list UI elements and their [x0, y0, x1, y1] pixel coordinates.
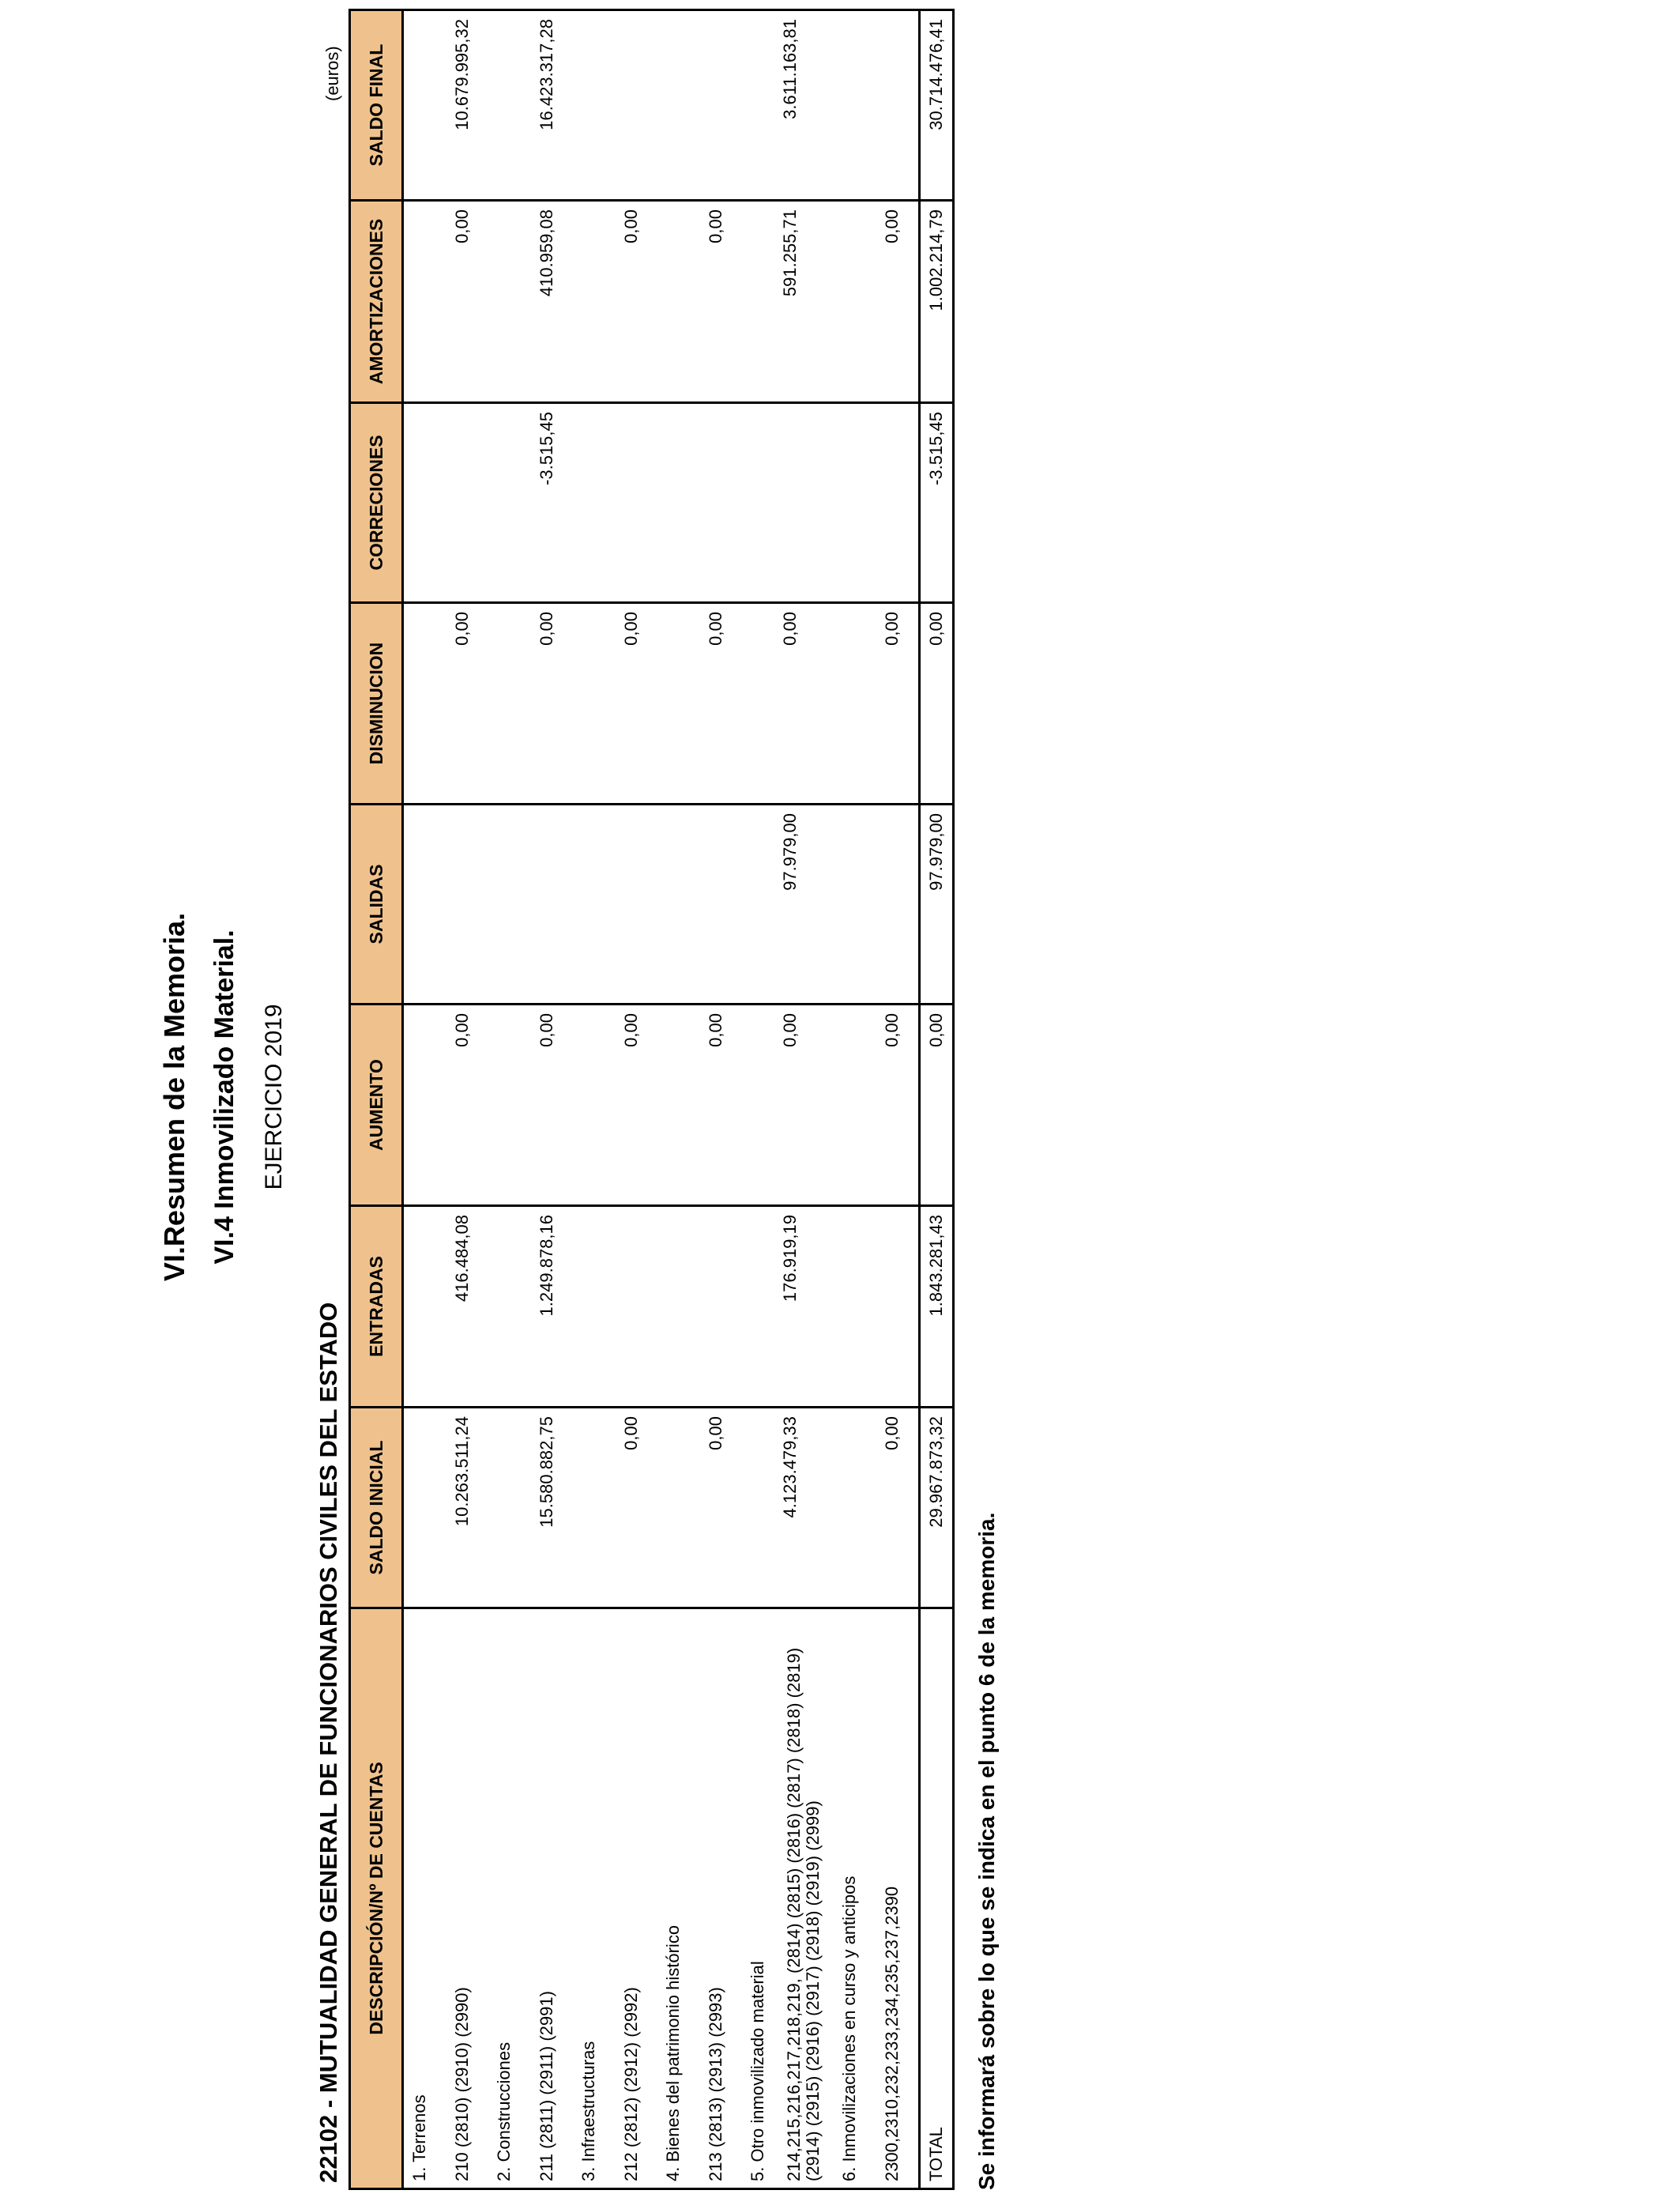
empty-cell [742, 1206, 774, 1408]
row-description: 212 (2812) (2912) (2992) [605, 1608, 657, 2189]
empty-cell [657, 1206, 689, 1408]
empty-cell [834, 403, 865, 603]
entity-name: 22102 - MUTUALIDAD GENERAL DE FUNCIONARIOS CIVILES DEL ESTADO [315, 1302, 342, 2183]
disminucion-cell: 0,00 [689, 603, 742, 805]
header-cell: AMORTIZACIONES [350, 201, 403, 403]
row-description: 2300,2310,232,233,234,235,237,2390 [865, 1608, 920, 2189]
empty-cell [488, 805, 520, 1005]
correciones-cell: -3.515,45 [920, 403, 954, 603]
aumento-cell: 0,00 [865, 1005, 920, 1206]
amortizaciones-cell: 0,00 [605, 201, 657, 403]
saldo-inicial-cell: 29.967.873,32 [920, 1408, 954, 1608]
table-row [742, 10, 774, 2189]
empty-cell [403, 1206, 436, 1408]
disminucion-cell: 0,00 [920, 603, 954, 805]
salidas-cell: 97.979,00 [920, 805, 954, 1005]
header-cell: SALDO FINAL [350, 10, 403, 201]
table-row [774, 10, 834, 2189]
saldo-inicial-cell: 4.123.479,33 [774, 1408, 834, 1608]
entradas-cell: 1.249.878,16 [520, 1206, 573, 1408]
table-row [657, 10, 689, 2189]
salidas-cell [605, 805, 657, 1005]
row-description: 1. Terrenos [403, 1608, 436, 2189]
empty-cell [834, 1408, 865, 1608]
empty-cell [742, 805, 774, 1005]
saldo-inicial-cell: 10.263.511,24 [435, 1408, 488, 1608]
row-description: TOTAL [920, 1608, 954, 2189]
empty-cell [488, 603, 520, 805]
row-description: 214,215,216,217,218,219, (2814) (2815) (2816) (2817) (2818) (2819) (2914) (2915) (2916) (2917) (2918) (2919) (2999) [774, 1608, 834, 2189]
saldo-final-cell [605, 10, 657, 201]
aumento-cell: 0,00 [520, 1005, 573, 1206]
disminucion-cell: 0,00 [865, 603, 920, 805]
entradas-cell [865, 1206, 920, 1408]
empty-cell [403, 805, 436, 1005]
empty-cell [657, 403, 689, 603]
empty-cell [834, 1005, 865, 1206]
saldo-final-cell: 10.679.995,32 [435, 10, 488, 201]
row-description: 210 (2810) (2910) (2990) [435, 1608, 488, 2189]
empty-cell [488, 1005, 520, 1206]
currency-unit: (euros) [322, 46, 342, 101]
correciones-cell [605, 403, 657, 603]
empty-cell [488, 403, 520, 603]
empty-cell [657, 805, 689, 1005]
saldo-final-cell [865, 10, 920, 201]
salidas-cell [689, 805, 742, 1005]
header-cell: DESCRIPCIÓN/Nº DE CUENTAS [350, 1608, 403, 2189]
empty-cell [573, 201, 605, 403]
table-row [865, 10, 920, 2189]
empty-cell [657, 603, 689, 805]
empty-cell [834, 10, 865, 201]
empty-cell [573, 1206, 605, 1408]
amortizaciones-cell: 1.002.214,79 [920, 201, 954, 403]
row-description: 4. Bienes del patrimonio histórico [657, 1608, 689, 2189]
table-row [520, 10, 573, 2189]
fixed-assets-table [348, 9, 955, 2190]
aumento-cell: 0,00 [605, 1005, 657, 1206]
table-row [834, 10, 865, 2189]
total-row [920, 10, 954, 2189]
correciones-cell [689, 403, 742, 603]
report-period: EJERCICIO 2019 [261, 1004, 287, 1190]
empty-cell [834, 603, 865, 805]
saldo-final-cell: 30.714.476,41 [920, 10, 954, 201]
empty-cell [403, 201, 436, 403]
salidas-cell: 97.979,00 [774, 805, 834, 1005]
entradas-cell [605, 1206, 657, 1408]
table-row [689, 10, 742, 2189]
empty-cell [573, 805, 605, 1005]
saldo-inicial-cell: 0,00 [689, 1408, 742, 1608]
table-row [403, 10, 436, 2189]
entradas-cell: 176.919,19 [774, 1206, 834, 1408]
disminucion-cell: 0,00 [774, 603, 834, 805]
header-cell: DISMINUCION [350, 603, 403, 805]
empty-cell [403, 10, 436, 201]
table-row [488, 10, 520, 2189]
header-cell: AUMENTO [350, 1005, 403, 1206]
aumento-cell: 0,00 [774, 1005, 834, 1206]
empty-cell [657, 1005, 689, 1206]
disminucion-cell: 0,00 [520, 603, 573, 805]
disminucion-cell: 0,00 [605, 603, 657, 805]
row-description: 3. Infraestructuras [573, 1608, 605, 2189]
empty-cell [403, 1005, 436, 1206]
empty-cell [488, 10, 520, 201]
empty-cell [657, 10, 689, 201]
saldo-inicial-cell: 0,00 [865, 1408, 920, 1608]
footnote: Se informará sobre lo que se indica en el punto 6 de la memoria. [974, 1512, 999, 2190]
entradas-cell: 416.484,08 [435, 1206, 488, 1408]
empty-cell [657, 1408, 689, 1608]
saldo-final-cell: 16.423.317,28 [520, 10, 573, 201]
empty-cell [573, 1005, 605, 1206]
saldo-inicial-cell: 0,00 [605, 1408, 657, 1608]
empty-cell [488, 1408, 520, 1608]
header-cell: SALIDAS [350, 805, 403, 1005]
header-cell: ENTRADAS [350, 1206, 403, 1408]
header-cell: SALDO INICIAL [350, 1408, 403, 1608]
row-description: 2. Construcciones [488, 1608, 520, 2189]
amortizaciones-cell: 591.255,71 [774, 201, 834, 403]
empty-cell [403, 1408, 436, 1608]
empty-cell [834, 201, 865, 403]
report-title: VI.Resumen de la Memoria. [158, 912, 190, 1282]
empty-cell [657, 201, 689, 403]
empty-cell [573, 403, 605, 603]
empty-cell [403, 403, 436, 603]
saldo-final-cell [689, 10, 742, 201]
amortizaciones-cell: 410.959,08 [520, 201, 573, 403]
aumento-cell: 0,00 [920, 1005, 954, 1206]
empty-cell [742, 1408, 774, 1608]
empty-cell [834, 805, 865, 1005]
table-header-row [350, 10, 403, 2189]
saldo-inicial-cell: 15.580.882,75 [520, 1408, 573, 1608]
entradas-cell [689, 1206, 742, 1408]
empty-cell [488, 201, 520, 403]
empty-cell [573, 1408, 605, 1608]
empty-cell [834, 1206, 865, 1408]
entradas-cell: 1.843.281,43 [920, 1206, 954, 1408]
empty-cell [488, 1206, 520, 1408]
empty-cell [742, 403, 774, 603]
row-description: 6. Inmovilizaciones en curso y anticipos [834, 1608, 865, 2189]
empty-cell [742, 1005, 774, 1206]
row-description: 211 (2811) (2911) (2991) [520, 1608, 573, 2189]
empty-cell [403, 603, 436, 805]
correciones-cell [865, 403, 920, 603]
header-cell: CORRECIONES [350, 403, 403, 603]
table-row [573, 10, 605, 2189]
disminucion-cell: 0,00 [435, 603, 488, 805]
amortizaciones-cell: 0,00 [435, 201, 488, 403]
row-description: 5. Otro inmovilizado material [742, 1608, 774, 2189]
report-subtitle: VI.4 Inmovilizado Material. [209, 929, 239, 1265]
saldo-final-cell: 3.611.163,81 [774, 10, 834, 201]
amortizaciones-cell: 0,00 [865, 201, 920, 403]
empty-cell [742, 201, 774, 403]
empty-cell [742, 603, 774, 805]
empty-cell [742, 10, 774, 201]
table-row [605, 10, 657, 2189]
aumento-cell: 0,00 [435, 1005, 488, 1206]
amortizaciones-cell: 0,00 [689, 201, 742, 403]
correciones-cell: -3.515,45 [520, 403, 573, 603]
correciones-cell [435, 403, 488, 603]
salidas-cell [435, 805, 488, 1005]
aumento-cell: 0,00 [689, 1005, 742, 1206]
salidas-cell [865, 805, 920, 1005]
empty-cell [573, 10, 605, 201]
table-row [435, 10, 488, 2189]
salidas-cell [520, 805, 573, 1005]
empty-cell [573, 603, 605, 805]
correciones-cell [774, 403, 834, 603]
row-description: 213 (2813) (2913) (2993) [689, 1608, 742, 2189]
